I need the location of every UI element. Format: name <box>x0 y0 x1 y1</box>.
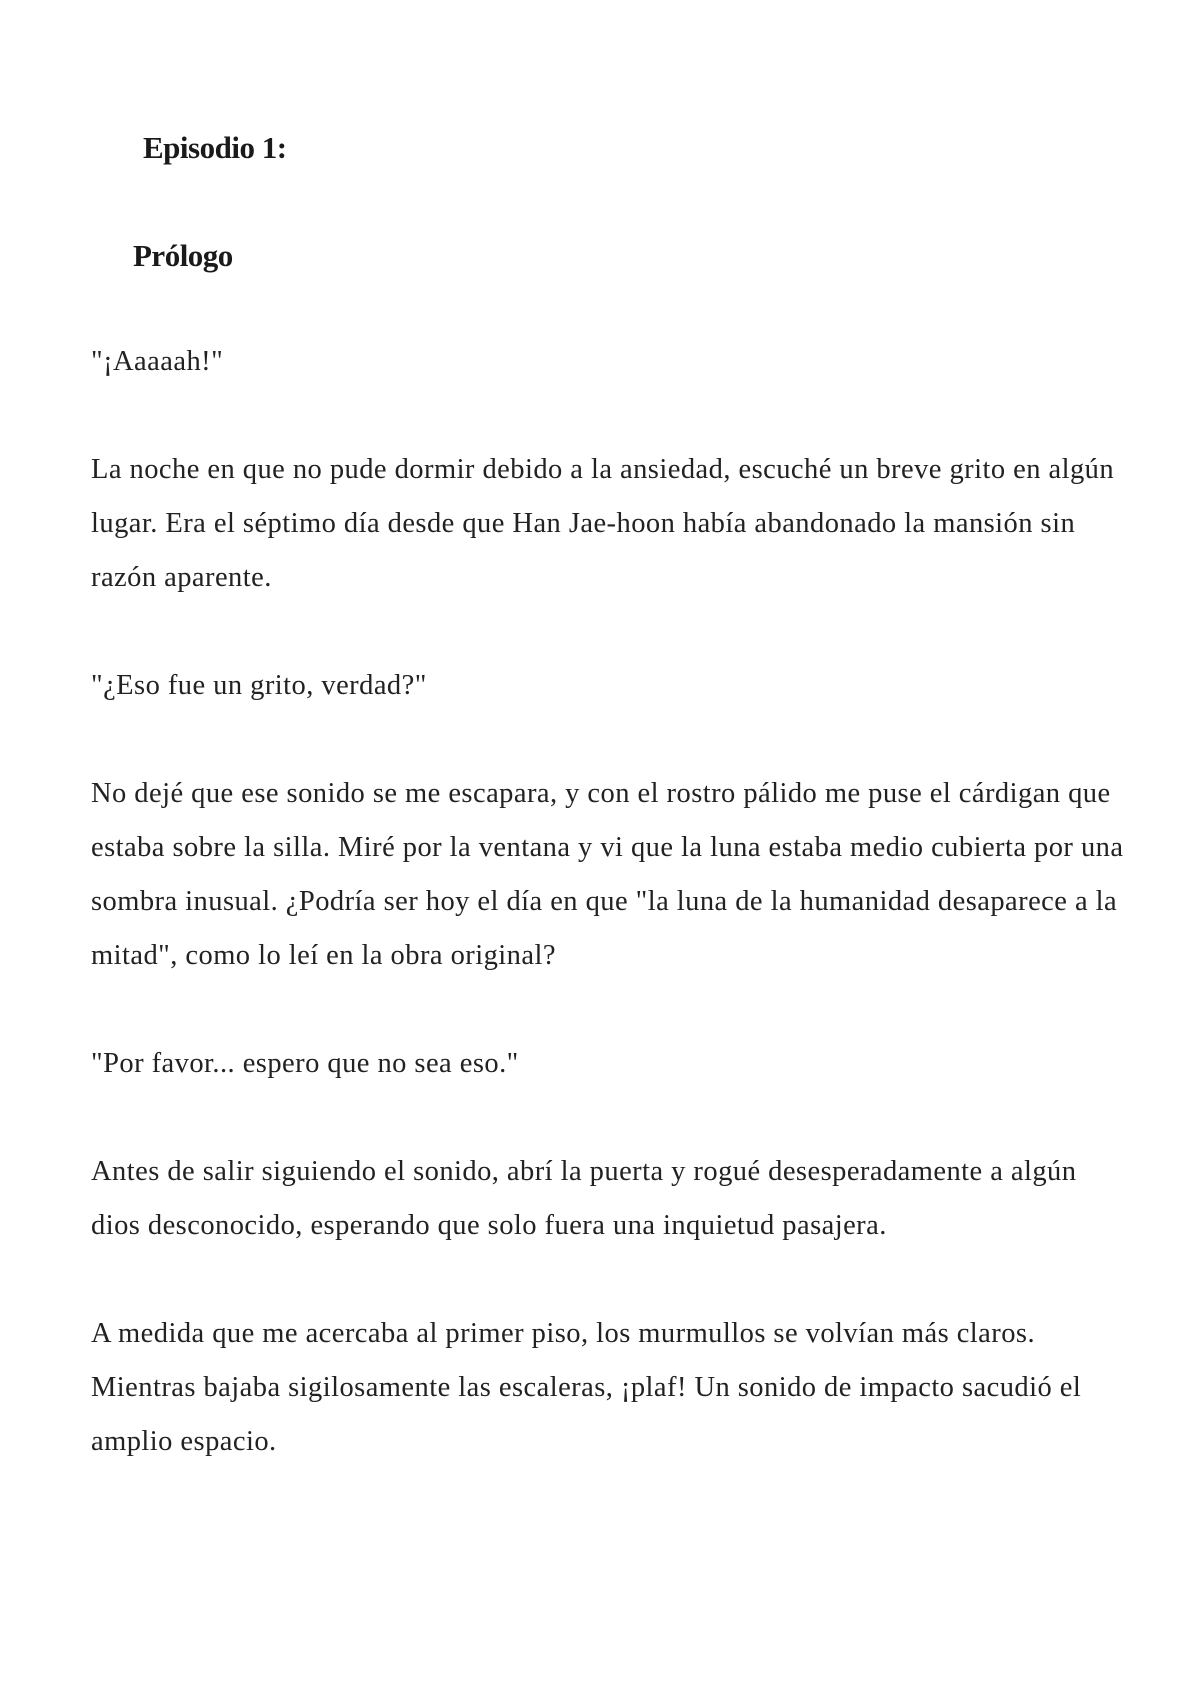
chapter-title: Prólogo <box>133 238 233 273</box>
paragraph-plea: "Por favor... espero que no sea eso." <box>91 1048 519 1079</box>
paragraph-scream: "¡Aaaaah!" <box>91 346 224 377</box>
paragraph-anxiety-night: La noche en que no pude dormir debido a la ansiedad, escuché un breve grito en algún lugar. Era el séptimo día desde que Han Jae-hoon había abandonado la mansión sin razón aparente. <box>91 454 1115 593</box>
paragraph-cardigan-moon: No dejé que ese sonido se me escapara, y con el rostro pálido me puse el cárdigan que estaba sobre la silla. Miré por la ventana y vi que la luna estaba medio cubierta por una sombra inusual. ¿Podría ser hoy el día en que "la luna de la humanidad desaparece a la mitad", como lo leí en la obra original? <box>91 778 1124 971</box>
paragraph-question: "¿Eso fue un grito, verdad?" <box>91 670 427 701</box>
paragraph-open-door: Antes de salir siguiendo el sonido, abrí la puerta y rogué desesperadamente a algún dios desconocido, esperando que solo fuera una inquietud pasajera. <box>91 1156 1077 1241</box>
story-body <box>91 335 1131 1523</box>
episode-title: Episodio 1: <box>143 130 287 165</box>
paragraph-stairs-impact: A medida que me acercaba al primer piso, los murmullos se volvían más claros. Mientras bajaba sigilosamente las escaleras, ¡plaf! Un sonido de impacto sacudió el amplio espacio. <box>91 1318 1082 1457</box>
